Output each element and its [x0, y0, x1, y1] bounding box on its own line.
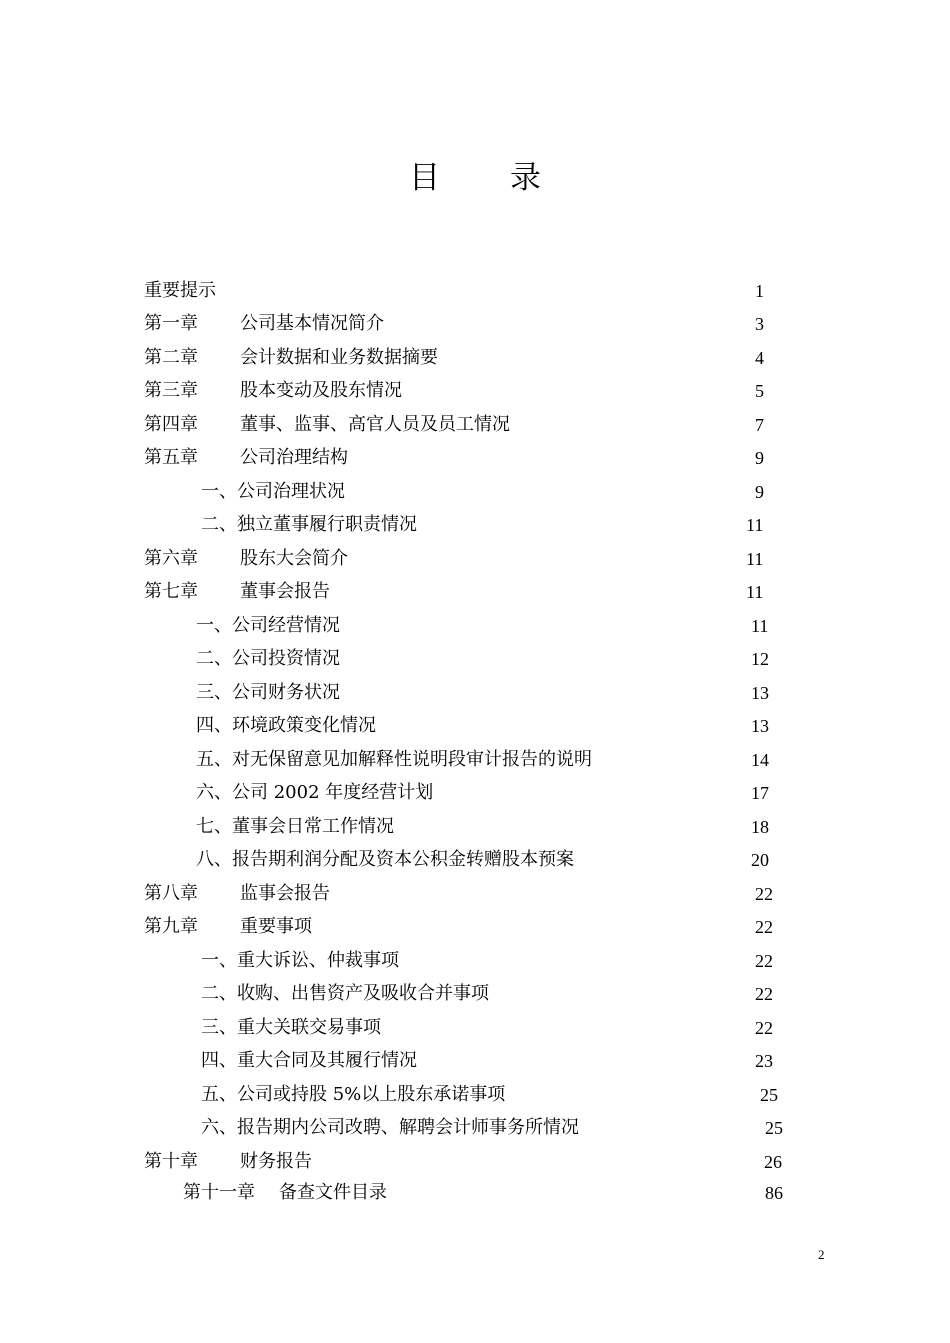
toc-label: 第七章	[144, 581, 198, 602]
toc-row-chapter-6[interactable]	[144, 547, 784, 571]
toc-label: 第一章	[144, 313, 198, 334]
toc-title: 备查文件目录	[279, 1182, 387, 1203]
toc-label: 三、重大关联交易事项	[201, 1017, 381, 1038]
toc-row-chapter-11[interactable]	[183, 1181, 789, 1205]
toc-page: 22	[755, 884, 773, 904]
toc-page: 9	[755, 482, 764, 502]
toc-page: 20	[751, 850, 769, 870]
toc-label: 一、公司治理状况	[201, 481, 345, 502]
toc-row-section-7-6[interactable]	[196, 781, 784, 805]
toc-label: 二、公司投资情况	[196, 648, 340, 669]
toc-page: 18	[751, 817, 769, 837]
toc-title: 公司基本情况简介	[240, 313, 384, 334]
toc-page: 11	[746, 515, 764, 535]
toc-row-section-9-2[interactable]	[201, 982, 784, 1006]
toc-label: 第九章	[144, 916, 198, 937]
toc-label: 第五章	[144, 447, 198, 468]
toc-row-important-notice[interactable]	[144, 279, 784, 303]
toc-label: 重要提示	[144, 280, 216, 301]
toc-label: 第六章	[144, 548, 198, 569]
toc-row-section-7-2[interactable]	[196, 647, 784, 671]
toc-title: 董事会报告	[240, 581, 330, 602]
page-title	[0, 152, 950, 197]
toc-page: 26	[764, 1152, 782, 1172]
toc-label: 第四章	[144, 414, 198, 435]
toc-page: 13	[751, 716, 769, 736]
toc-row-section-5-1[interactable]	[201, 480, 784, 504]
toc-row-section-9-5[interactable]	[201, 1083, 784, 1107]
toc-label: 八、报告期利润分配及资本公积金转赠股本预案	[196, 849, 574, 870]
toc-row-section-7-7[interactable]	[196, 815, 784, 839]
toc-page: 25	[760, 1085, 778, 1105]
toc-row-section-9-4[interactable]	[201, 1049, 784, 1073]
toc-row-chapter-9[interactable]	[144, 915, 784, 939]
toc-title: 财务报告	[240, 1151, 312, 1172]
toc-row-chapter-4[interactable]	[144, 413, 784, 437]
toc-label: 六、报告期内公司改聘、解聘会计师事务所情况	[201, 1117, 579, 1138]
toc-page: 4	[755, 348, 764, 368]
toc-row-section-5-2[interactable]	[201, 513, 784, 537]
toc-row-section-7-4[interactable]	[196, 714, 784, 738]
toc-label: 一、重大诉讼、仲裁事项	[201, 950, 399, 971]
toc-row-section-7-8[interactable]	[196, 848, 784, 872]
toc-row-chapter-3[interactable]	[144, 379, 784, 403]
toc-row-section-9-1[interactable]	[201, 949, 784, 973]
toc-row-section-9-6[interactable]	[201, 1116, 791, 1140]
toc-page: 22	[755, 1018, 773, 1038]
toc-row-section-7-5[interactable]	[196, 748, 784, 772]
toc-page: 12	[751, 649, 769, 669]
toc-row-chapter-10[interactable]	[144, 1150, 789, 1174]
toc-label: 七、董事会日常工作情况	[196, 816, 394, 837]
toc-row-section-7-3[interactable]	[196, 681, 784, 705]
toc-row-chapter-8[interactable]	[144, 882, 784, 906]
toc-page: 22	[755, 917, 773, 937]
toc-label: 一、公司经营情况	[196, 615, 340, 636]
toc-row-section-9-3[interactable]	[201, 1016, 784, 1040]
toc-label: 六、公司 2002 年度经营计划	[196, 782, 434, 803]
toc-page: 13	[751, 683, 769, 703]
toc-page: 5	[755, 381, 764, 401]
toc-label: 第二章	[144, 347, 198, 368]
toc-page: 3	[755, 314, 764, 334]
page-number: 2	[818, 1247, 825, 1262]
toc-page: 11	[746, 549, 764, 569]
toc-title: 公司治理结构	[240, 447, 348, 468]
toc-row-section-7-1[interactable]	[196, 614, 784, 638]
toc-title: 股本变动及股东情况	[240, 380, 402, 401]
toc-page: 14	[751, 750, 769, 770]
toc-page: 22	[755, 951, 773, 971]
title-char-2: 录	[510, 160, 541, 196]
toc-label: 四、重大合同及其履行情况	[201, 1050, 417, 1071]
toc-title: 股东大会简介	[240, 548, 348, 569]
toc-label: 二、收购、出售资产及吸收合并事项	[201, 983, 489, 1004]
toc-page: 86	[765, 1183, 783, 1203]
toc-page: 25	[765, 1118, 783, 1138]
toc-label: 五、公司或持股 5%以上股东承诺事项	[201, 1084, 506, 1105]
toc-title: 会计数据和业务数据摘要	[240, 347, 438, 368]
toc-label: 二、独立董事履行职责情况	[201, 514, 417, 535]
toc-title: 重要事项	[240, 916, 312, 937]
toc-title: 董事、监事、高官人员及员工情况	[240, 414, 510, 435]
toc-page: 7	[755, 415, 764, 435]
toc-label: 第八章	[144, 883, 198, 904]
toc-row-chapter-7[interactable]	[144, 580, 784, 604]
toc-page: 11	[751, 616, 769, 636]
toc-row-chapter-2[interactable]	[144, 346, 784, 370]
toc-label: 第十一章	[183, 1182, 255, 1203]
toc-label: 第三章	[144, 380, 198, 401]
toc-page: 11	[746, 582, 764, 602]
toc-row-chapter-5[interactable]	[144, 446, 784, 470]
toc-label: 五、对无保留意见加解释性说明段审计报告的说明	[196, 749, 592, 770]
toc-page: 9	[755, 448, 764, 468]
title-char-1: 目	[409, 160, 440, 196]
toc-row-chapter-1[interactable]	[144, 312, 784, 336]
toc-page: 22	[755, 984, 773, 1004]
toc-page: 1	[755, 281, 764, 301]
toc-title: 监事会报告	[240, 883, 330, 904]
toc-page: 17	[751, 783, 769, 803]
toc-label: 四、环境政策变化情况	[196, 715, 376, 736]
toc-label: 三、公司财务状况	[196, 682, 340, 703]
toc-label: 第十章	[144, 1151, 198, 1172]
toc-page: 23	[755, 1051, 773, 1071]
